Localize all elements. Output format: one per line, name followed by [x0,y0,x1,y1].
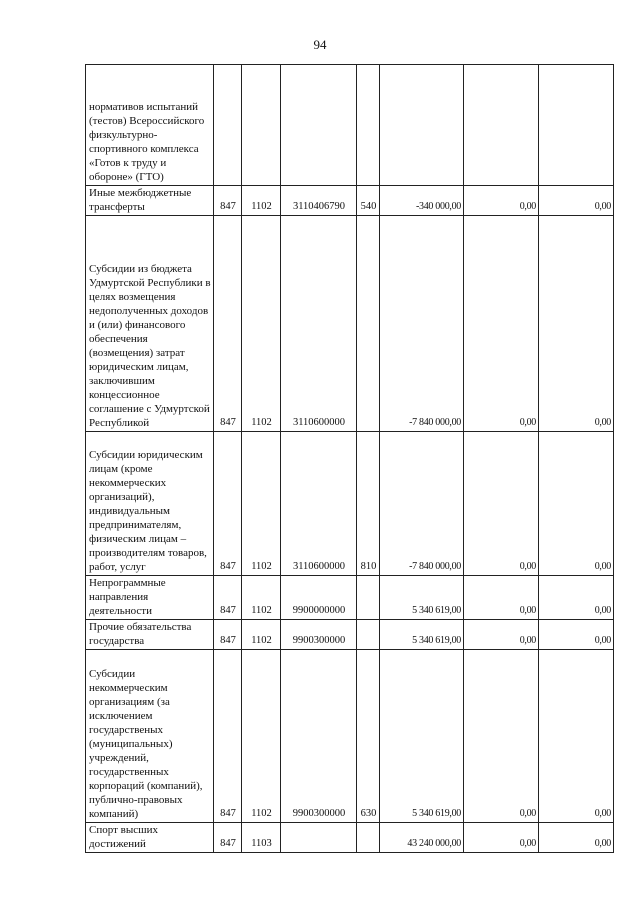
target-article-cell [281,65,357,186]
table-row [86,216,614,432]
section-code-cell: 1102 [242,216,281,432]
expense-type-cell [357,823,380,853]
department-code-cell: 847 [214,650,242,823]
department-code-cell: 847 [214,216,242,432]
amount-2-cell: 0,00 [464,823,539,853]
table-row [86,576,614,620]
amount-2-cell: 0,00 [464,216,539,432]
row-name-cell: Субсидии юридическим лицам (кроме некоммерческих организаций), индивидуальным предпринимателям, физическим лицам – производителям товаров, работ, услуг [86,432,214,576]
department-code-cell: 847 [214,620,242,650]
amount-cell: -340 000,00 [380,186,464,216]
section-code-cell [242,65,281,186]
amount-3-cell: 0,00 [539,620,614,650]
department-code-cell: 847 [214,432,242,576]
section-code-cell: 1102 [242,650,281,823]
row-name-cell: Субсидии из бюджета Удмуртской Республики в целях возмещения недополученных доходов и (или) финансового обеспечения (возмещения) затрат юридическим лицам, заключившим концессионное соглашение с Удмуртской Республикой [86,216,214,432]
amount-3-cell [539,65,614,186]
row-name-cell: Прочие обязательства государства [86,620,214,650]
target-article-cell: 3110406790 [281,186,357,216]
amount-cell: -7 840 000,00 [380,216,464,432]
table-row [86,823,614,853]
row-name-cell: нормативов испытаний (тестов) Всероссийского физкультурно-спортивного комплекса «Готов к труду и обороне» (ГТО) [86,65,214,186]
amount-3-cell: 0,00 [539,576,614,620]
department-code-cell: 847 [214,823,242,853]
row-name-cell: Иные межбюджетные трансферты [86,186,214,216]
amount-cell: 43 240 000,00 [380,823,464,853]
amount-3-cell: 0,00 [539,823,614,853]
section-code-cell: 1102 [242,432,281,576]
target-article-cell: 9900300000 [281,650,357,823]
page-number: 94 [313,37,327,52]
amount-cell: 5 340 619,00 [380,576,464,620]
amount-3-cell: 0,00 [539,186,614,216]
department-code-cell: 847 [214,186,242,216]
amount-cell [380,65,464,186]
amount-2-cell: 0,00 [464,432,539,576]
target-article-cell: 9900000000 [281,576,357,620]
section-code-cell: 1103 [242,823,281,853]
expense-type-cell [357,65,380,186]
section-code-cell: 1102 [242,620,281,650]
table-row [86,65,614,186]
department-code-cell: 847 [214,576,242,620]
amount-3-cell: 0,00 [539,650,614,823]
department-code-cell [214,65,242,186]
amount-2-cell: 0,00 [464,186,539,216]
table-row [86,432,614,576]
table-row [86,186,614,216]
amount-2-cell: 0,00 [464,650,539,823]
expense-type-cell [357,216,380,432]
row-name-cell: Субсидии некоммерческим организациям (за исключением государственых (муниципальных) учреждений, государственных корпораций (компаний), публично-правовых компаний) [86,650,214,823]
amount-2-cell [464,65,539,186]
expense-type-cell [357,576,380,620]
amount-cell: 5 340 619,00 [380,620,464,650]
target-article-cell: 3110600000 [281,216,357,432]
expense-type-cell: 540 [357,186,380,216]
target-article-cell [281,823,357,853]
amount-cell: 5 340 619,00 [380,650,464,823]
amount-3-cell: 0,00 [539,432,614,576]
target-article-cell: 3110600000 [281,432,357,576]
section-code-cell: 1102 [242,576,281,620]
table-row [86,620,614,650]
amount-2-cell: 0,00 [464,620,539,650]
table-row [86,650,614,823]
row-name-cell: Непрограммные направления деятельности [86,576,214,620]
expense-type-cell: 630 [357,650,380,823]
amount-3-cell: 0,00 [539,216,614,432]
amount-2-cell: 0,00 [464,576,539,620]
row-name-cell: Спорт высших достижений [86,823,214,853]
budget-table [85,64,614,853]
target-article-cell: 9900300000 [281,620,357,650]
amount-cell: -7 840 000,00 [380,432,464,576]
section-code-cell: 1102 [242,186,281,216]
expense-type-cell [357,620,380,650]
expense-type-cell: 810 [357,432,380,576]
